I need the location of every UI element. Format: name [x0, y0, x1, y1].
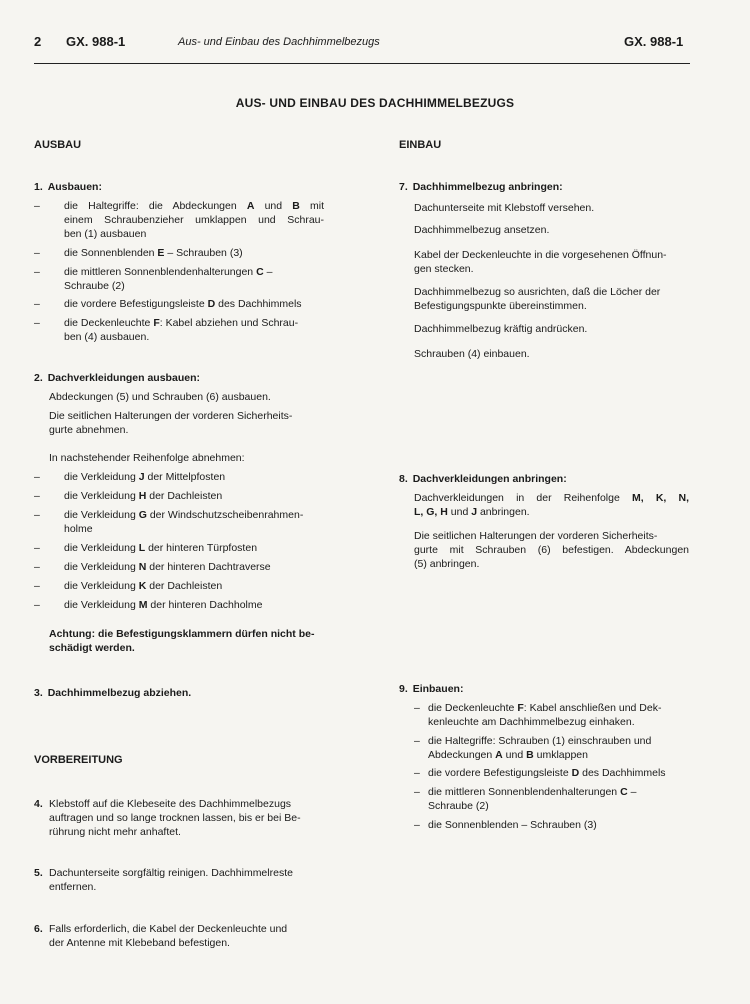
step-number: 2.: [34, 372, 43, 384]
list-item: – die Verkleidung J der Mittelpfosten: [34, 471, 226, 483]
paragraph: Die seitlichen Halterungen der vorderen Sicherheits- gurte mit Schrauben (6) befestigen. Abdeckungen (5) anbringen.: [414, 530, 689, 570]
paragraph: In nachstehender Reihenfolge abnehmen:: [49, 452, 245, 464]
step-number: 5.: [34, 867, 43, 879]
list-item: – die Haltegriffe: die Abdeckungen A und B mit einem Schraubenzieher umklappen und Schrau- ben (1) ausbauen: [34, 200, 325, 240]
list-item: – die Deckenleuchte F: Kabel anschließen und Dek- kenleuchte am Dachhimmelbezug einhaken.: [414, 702, 662, 728]
list-item: – die Verkleidung H der Dachleisten: [34, 490, 223, 502]
paragraph: Schrauben (4) einbauen.: [414, 348, 530, 360]
page-number: 2: [34, 34, 42, 49]
list-item: – die Sonnenblenden E – Schrauben (3): [34, 247, 243, 259]
step-title: Dachhimmelbezug anbringen:: [412, 181, 563, 193]
paragraph: Dachhimmelbezug kräftig andrücken.: [414, 323, 588, 335]
list-item: – die Deckenleuchte F: Kabel abziehen und Schrau- ben (4) ausbauen.: [34, 317, 299, 343]
step-number: 4.: [34, 798, 43, 810]
list-item: – die vordere Befestigungsleiste D des Dachhimmels: [34, 298, 302, 310]
list-item: – die mittleren Sonnenblendenhalterungen C – Schraube (2): [34, 266, 273, 292]
paragraph: Dachverkleidungen in der Reihenfolge M, K, N, L, G, H und J anbringen.: [414, 492, 689, 518]
section-ausbau: AUSBAU: [34, 139, 82, 151]
step-5: 5. Dachunterseite sorgfältig reinigen. Dachhimmelreste entfernen.: [34, 867, 293, 893]
step-number: 9.: [399, 683, 408, 695]
section-einbau: EINBAU: [399, 139, 442, 151]
header-title: Aus- und Einbau des Dachhimmelbezugs: [178, 36, 380, 48]
step-7-heading: [399, 180, 699, 194]
paragraph: Dachunterseite mit Klebstoff versehen.: [414, 202, 595, 214]
doc-code-left: GX. 988-1: [66, 34, 126, 49]
step-title: Dachhimmelbezug abziehen.: [47, 687, 192, 699]
list-item: – die Haltegriffe: Schrauben (1) einschrauben und Abdeckungen A und B umklappen: [414, 735, 652, 761]
section-vorbereitung: VORBEREITUNG: [34, 754, 123, 766]
header-divider: [34, 63, 690, 64]
step-1-heading: [34, 180, 334, 194]
step-6: 6. Falls erforderlich, die Kabel der Deckenleuchte und der Antenne mit Klebeband befestigen.: [34, 923, 288, 949]
step-8-heading: [399, 472, 699, 486]
step-number: 1.: [34, 181, 43, 193]
paragraph: Kabel der Deckenleuchte in die vorgesehenen Öffnun- gen stecken.: [414, 249, 667, 275]
step-title: Einbauen:: [412, 683, 464, 695]
list-item: – die Verkleidung N der hinteren Dachtraverse: [34, 561, 271, 573]
doc-code-right: GX. 988-1: [624, 34, 684, 49]
paragraph: Die seitlichen Halterungen der vorderen Sicherheits- gurte abnehmen.: [49, 410, 293, 436]
step-number: 8.: [399, 473, 408, 485]
list-item: – die Sonnenblenden – Schrauben (3): [414, 819, 597, 831]
step-2-heading: [34, 371, 334, 385]
step-title: Ausbauen:: [47, 181, 102, 193]
paragraph: Abdeckungen (5) und Schrauben (6) ausbauen.: [49, 391, 271, 403]
step-9-heading: [399, 682, 699, 696]
list-item: – die mittleren Sonnenblendenhalterungen C – Schraube (2): [414, 786, 637, 812]
page-title: AUS- UND EINBAU DES DACHHIMMELBEZUGS: [235, 96, 515, 110]
list-item: – die Verkleidung G der Windschutzscheibenrahmen- holme: [34, 509, 304, 535]
step-title: Dachverkleidungen anbringen:: [412, 473, 567, 485]
list-item: – die vordere Befestigungsleiste D des Dachhimmels: [414, 767, 666, 779]
step-4: 4. Klebstoff auf die Klebeseite des Dachhimmelbezugs auftragen und so lange trocknen lassen, bis er bei Be- rührung nicht mehr anhaftet.: [34, 798, 301, 838]
step-number: 3.: [34, 687, 43, 699]
list-item: – die Verkleidung K der Dachleisten: [34, 580, 223, 592]
list-item: – die Verkleidung L der hinteren Türpfosten: [34, 542, 258, 554]
step-number: 7.: [399, 181, 408, 193]
step-number: 6.: [34, 923, 43, 935]
list-item: – die Verkleidung M der hinteren Dachholme: [34, 599, 263, 611]
paragraph: Dachhimmelbezug so ausrichten, daß die Löcher der Befestigungspunkte übereinstimmen.: [414, 286, 661, 312]
warning-note: Achtung: die Befestigungsklammern dürfen nicht be- schädigt werden.: [49, 628, 315, 654]
step-title: Dachverkleidungen ausbauen:: [47, 372, 200, 384]
paragraph: Dachhimmelbezug ansetzen.: [414, 224, 550, 236]
step-3-heading: [34, 686, 334, 700]
